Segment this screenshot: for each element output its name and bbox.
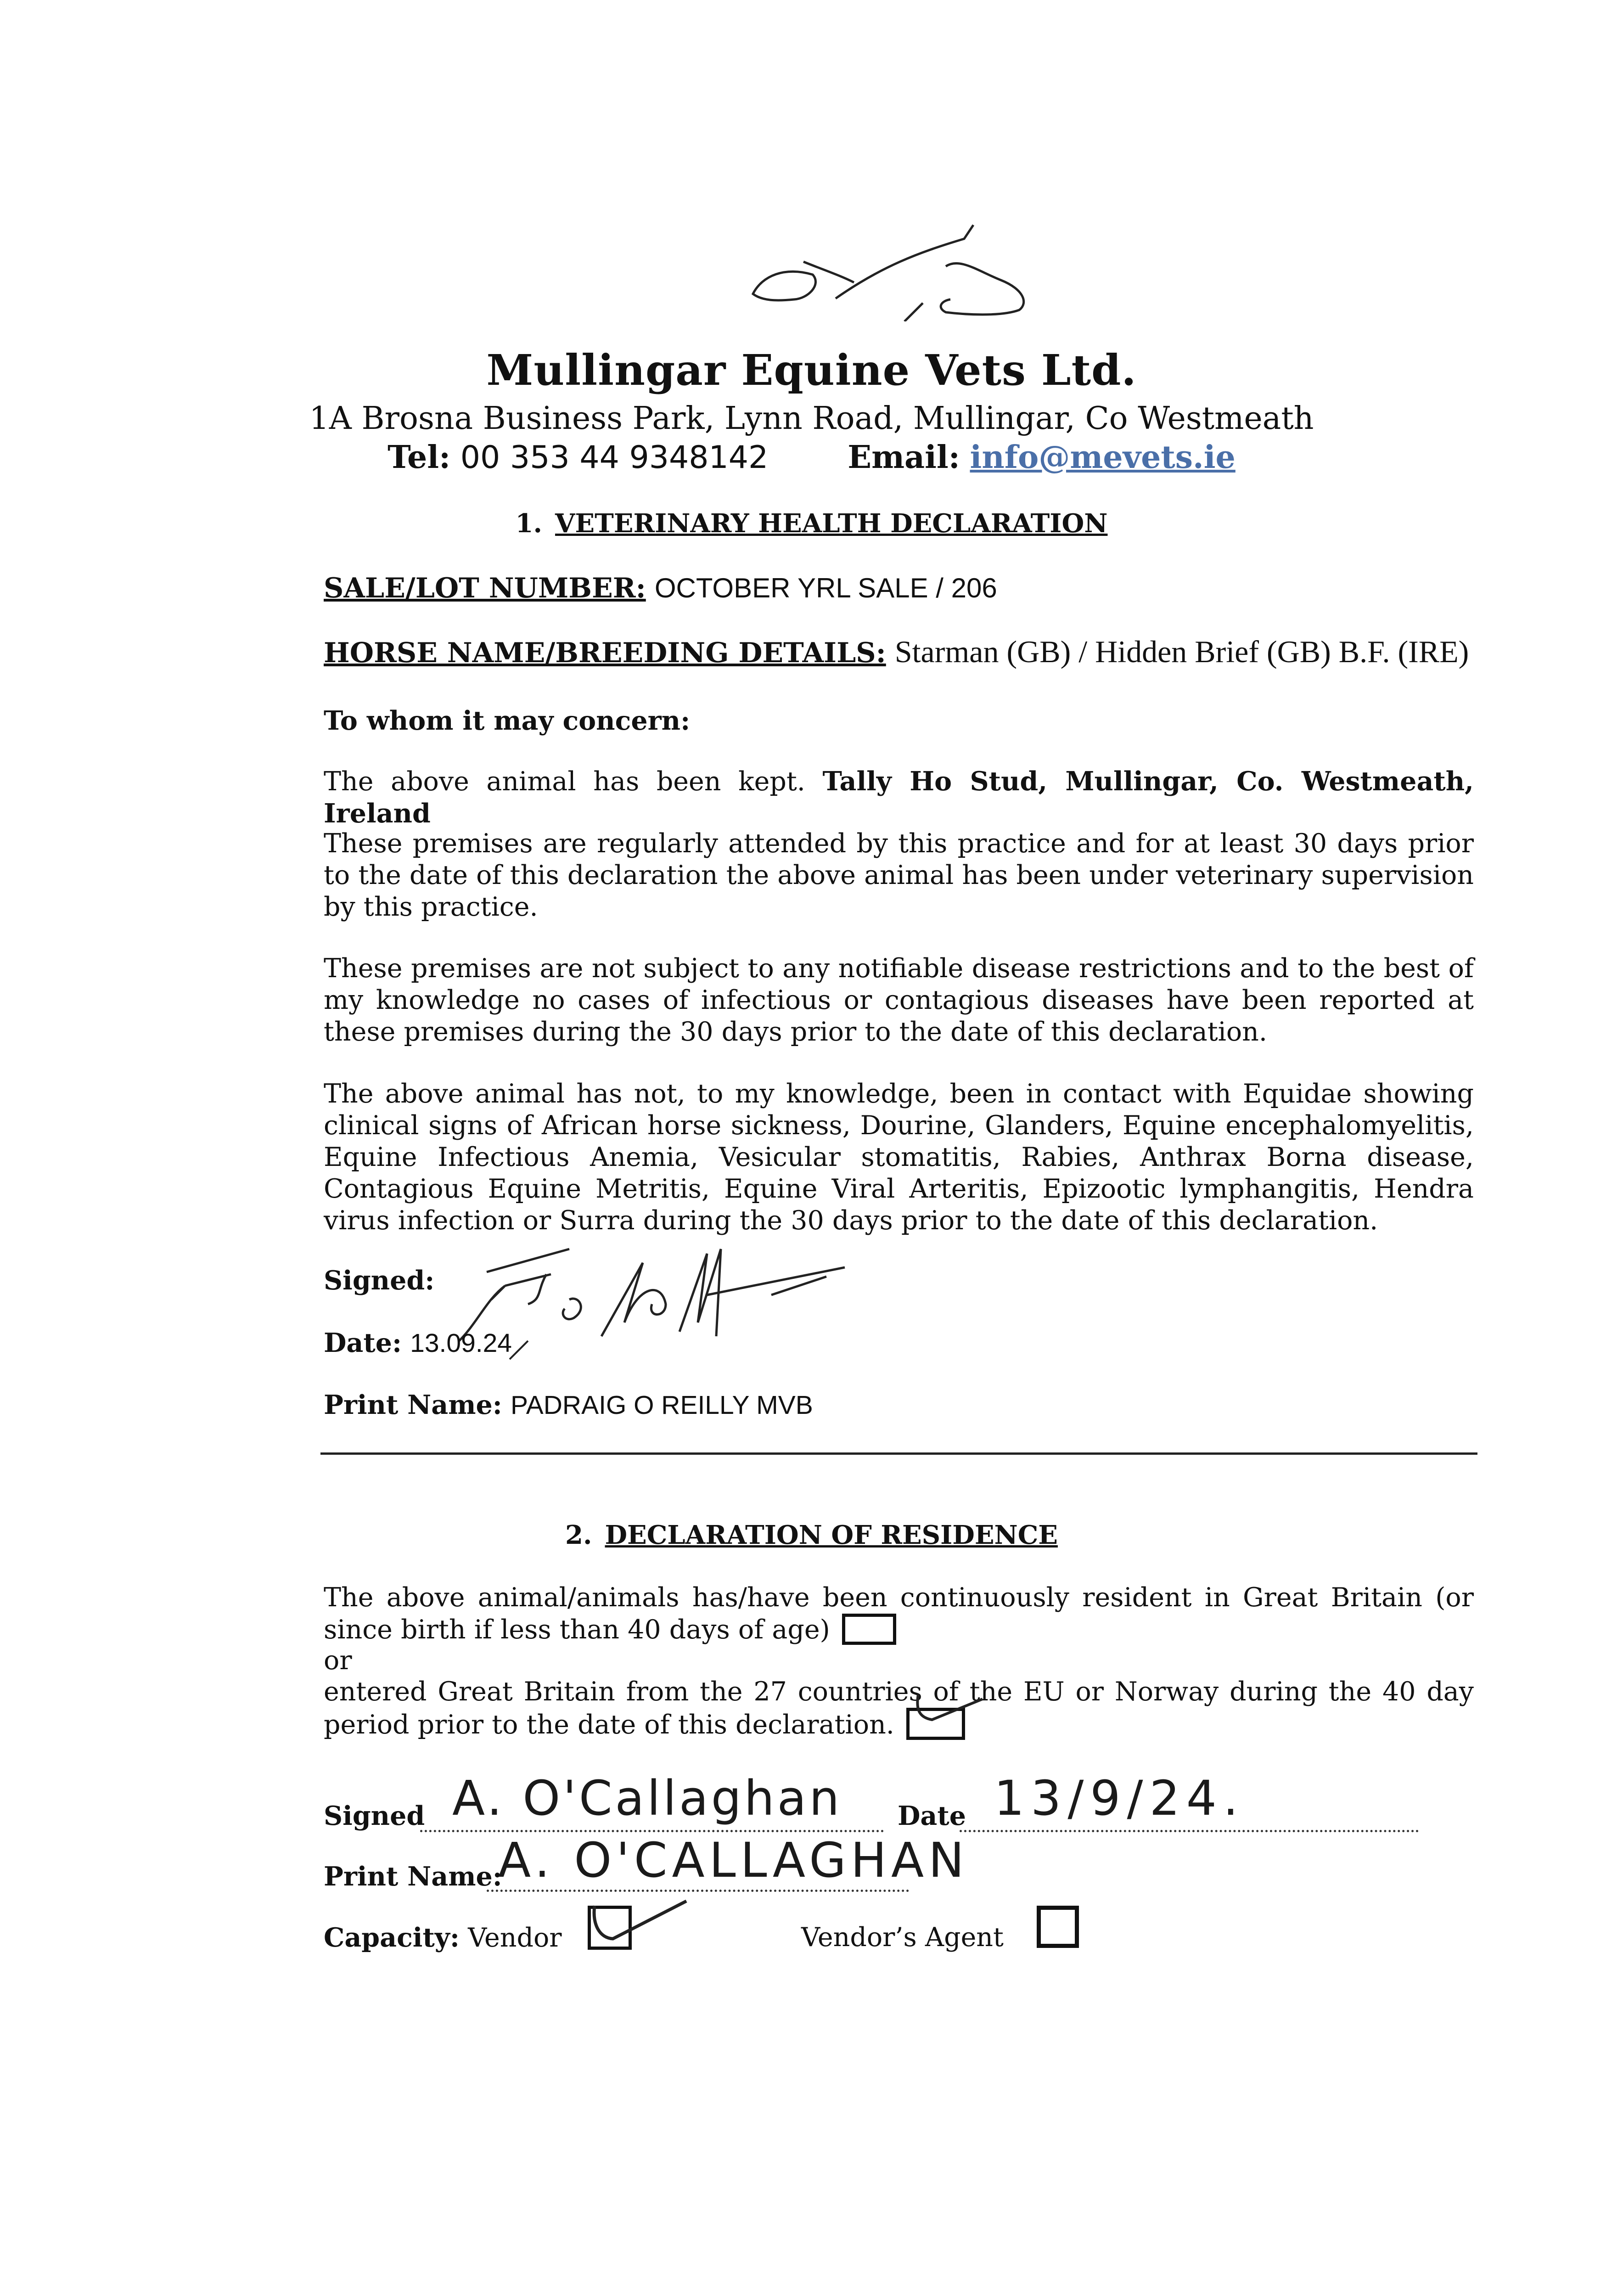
horse-details-row	[324, 634, 1476, 670]
vet-signed-label: Signed:	[324, 1265, 435, 1296]
tel-value: 00 353 44 9348142	[460, 439, 769, 476]
vendor-print-name-value: A. O'CALLAGHAN	[498, 1832, 969, 1888]
vendor-signed-label: Signed	[324, 1801, 425, 1831]
residence-option-1	[324, 1582, 1474, 1646]
section1-title	[0, 508, 1623, 539]
vendor-label: Vendor	[468, 1923, 562, 1953]
salutation: To whom it may concern:	[324, 705, 691, 736]
section-divider	[320, 1452, 1477, 1455]
horse-details-label: HORSE NAME/BREEDING DETAILS:	[324, 637, 886, 669]
vendor-agent-label: Vendor’s Agent	[801, 1922, 1004, 1953]
section2-title	[0, 1520, 1623, 1550]
sale-lot-value: OCTOBER YRL SALE / 206	[654, 573, 997, 603]
vet-date-value: 13.09.24	[410, 1328, 512, 1358]
residence-option-1-checkbox[interactable]	[842, 1614, 896, 1645]
email-label: Email:	[848, 439, 960, 476]
vet-print-name-row	[324, 1389, 1474, 1421]
email-link[interactable]: info@mevets.ie	[970, 439, 1236, 476]
section2-title-text: DECLARATION OF RESIDENCE	[605, 1520, 1058, 1550]
vendor-agent-checkbox[interactable]	[1037, 1906, 1079, 1948]
contact-line	[0, 439, 1623, 476]
vendor-date-dots	[960, 1830, 1419, 1832]
sale-lot-row	[324, 572, 1476, 604]
section1-title-text: VETERINARY HEALTH DECLARATION	[555, 508, 1108, 539]
horse-details-value: Starman (GB) / Hidden Brief (GB) B.F. (IRE)	[894, 634, 1469, 669]
company-name: Mullingar Equine Vets Ltd.	[486, 345, 1137, 395]
kept-location: Tally Ho Stud, Mullingar, Co. Westmeath, Ireland	[324, 766, 1474, 829]
tel-label: Tel:	[387, 439, 451, 476]
vet-date-row	[324, 1327, 1474, 1359]
vet-print-name-value: PADRAIG O REILLY MVB	[510, 1390, 813, 1420]
vendor-signature: A. O'Callaghan	[452, 1770, 842, 1826]
vendor-date-value: 13/9/24.	[994, 1770, 1245, 1826]
vendor-date-label: Date	[898, 1801, 966, 1831]
or-text: or	[324, 1645, 352, 1676]
residence-option-2-check-mark	[900, 1690, 992, 1740]
sale-lot-label: SALE/LOT NUMBER:	[324, 572, 646, 604]
kept-statement	[324, 765, 1474, 830]
contact-paragraph: The above animal has not, to my knowledge, been in contact with Equidae showing clinical signs of African horse sickness, Dourine, Glanders, Equine encephalomyelitis, Equine Infectious Anemia, Vesicular stomatitis, Rabies, Anthrax Borna disease, Contagious Equine Metritis, Equine Viral Arteritis, Epizootic lymphangitis, Hendra virus infection or Surra during the 30 days prior to the date of this declaration.	[324, 1079, 1474, 1236]
residence-option-2-text: entered Great Britain from the 27 countries of the EU or Norway during the 40 day period prior to the date of this declaration.	[324, 1677, 1474, 1740]
vendor-print-name-label: Print Name:	[324, 1861, 502, 1892]
vendor-check-mark	[581, 1887, 700, 1956]
residence-option-1-text: The above animal/animals has/have been continuously resident in Great Britain (or since birth if less than 40 days of age)	[324, 1582, 1474, 1645]
vet-date-label: Date:	[324, 1328, 402, 1358]
kept-text: The above animal has been kept.	[324, 766, 805, 797]
residence-option-2	[324, 1676, 1474, 1741]
horse-head-line-logo-icon	[744, 220, 1038, 321]
capacity-row	[324, 1922, 783, 1954]
supervision-paragraph: These premises are regularly attended by this practice and for at least 30 days prior to the date of this declaration the above animal has been under veterinary supervision by this practice.	[324, 828, 1474, 922]
company-address: 1A Brosna Business Park, Lynn Road, Mullingar, Co Westmeath	[309, 400, 1314, 437]
section2-number: 2.	[565, 1520, 592, 1550]
section1-number: 1.	[515, 508, 542, 539]
capacity-label: Capacity:	[324, 1922, 460, 1953]
vet-print-name-label: Print Name:	[324, 1390, 502, 1420]
restrictions-paragraph: These premises are not subject to any notifiable disease restrictions and to the best of my knowledge no cases of infectious or contagious diseases have been reported at these premises during the 30 days prior to the date of this declaration.	[324, 953, 1474, 1047]
